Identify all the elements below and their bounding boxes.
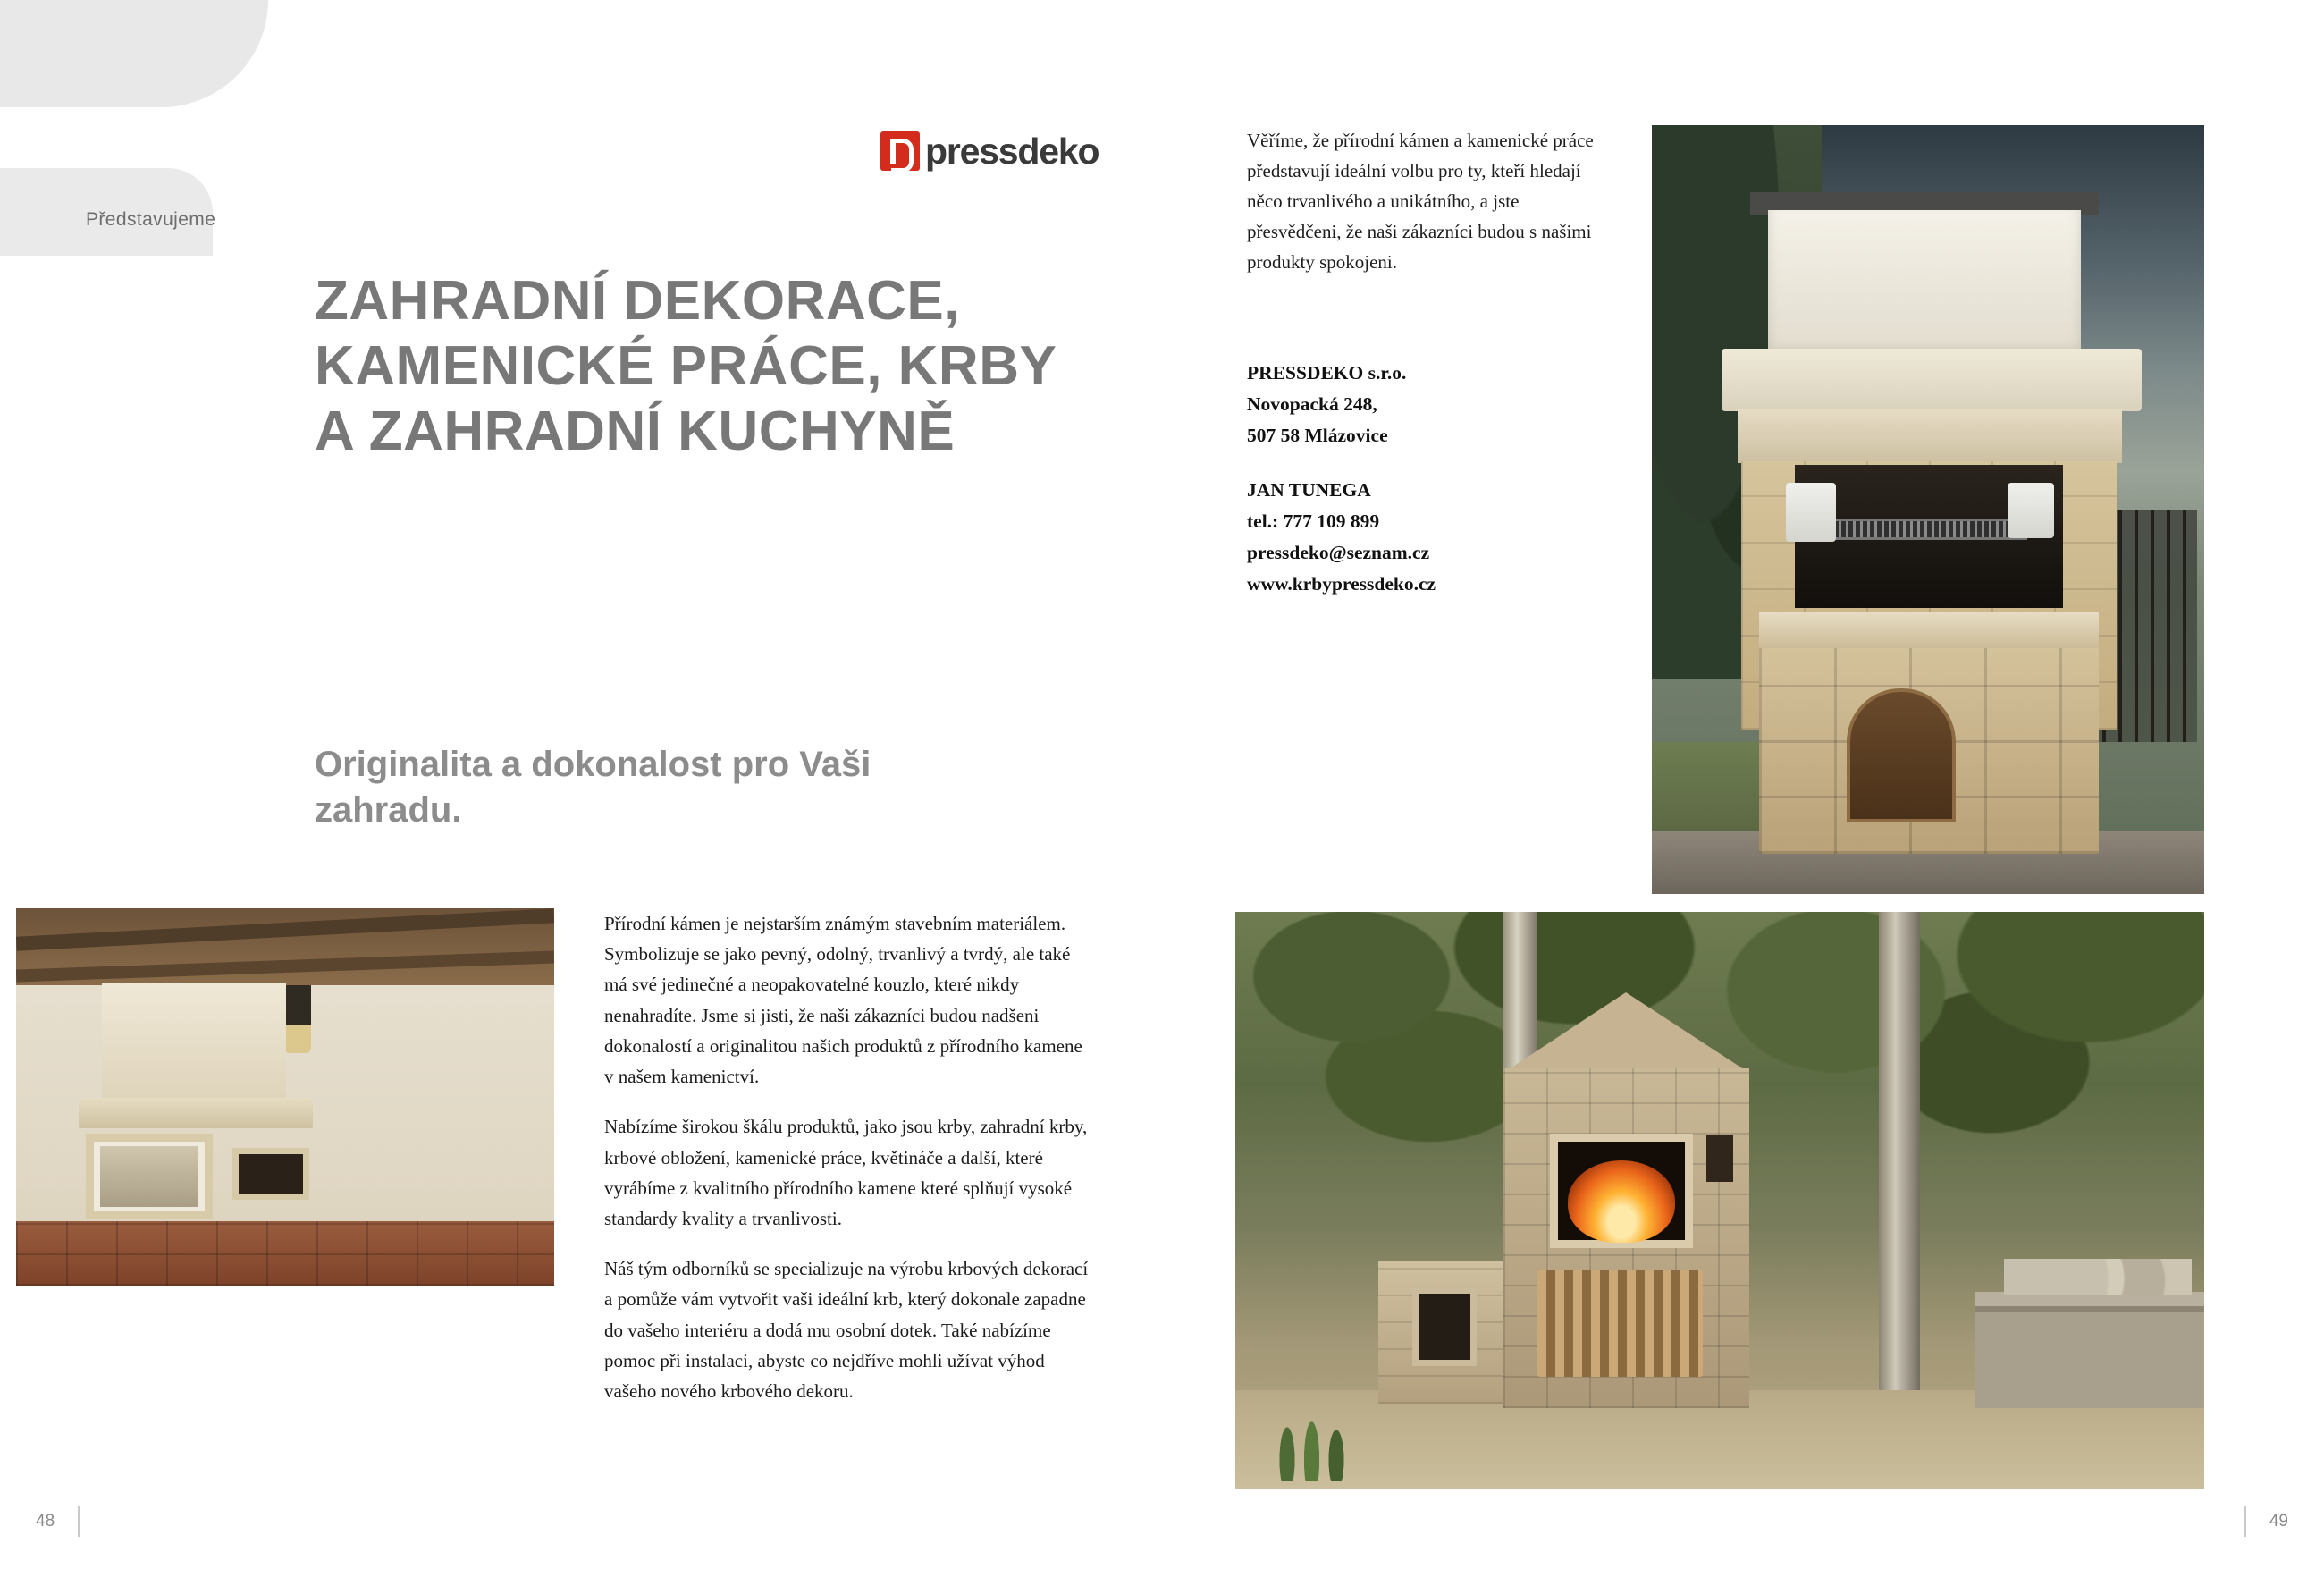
- contact-website[interactable]: www.krbypressdeko.cz: [1247, 573, 1436, 595]
- contact-city: 507 58 Mlázovice: [1247, 425, 1388, 447]
- photo-hood-cornice: [79, 1098, 313, 1128]
- photo-garden-kitchen: [1235, 912, 2204, 1489]
- footer-left: [36, 1506, 80, 1537]
- photo-gable-roof: [1503, 992, 1749, 1073]
- contact-block: [1247, 358, 1622, 600]
- body-paragraph: Nabízíme širokou škálu produktů, jako jsou krby, zahradní krby, krbové obložení, kamenické práce, květináče a další, které vyrábíme z kvalitního přírodního kamene které splňují vysoké standardy kvality a trvanlivosti.: [604, 1116, 1088, 1229]
- photo-firewood-stack: [1537, 1270, 1703, 1377]
- photo-mantel: [1738, 409, 2122, 463]
- photo-chimney-hood: [1768, 210, 2081, 358]
- photo-hearth-shelf: [1759, 612, 2099, 648]
- photo-cornice: [1722, 349, 2142, 411]
- brand-logo: [880, 130, 1099, 173]
- page-subtitle: Originalita a dokonalost pro Vaši zahradu.: [315, 745, 872, 831]
- body-text-column: [604, 908, 1091, 1406]
- footer-divider: [78, 1506, 80, 1537]
- photo-interior-kitchen: [16, 908, 554, 1286]
- page-gutter: [1162, 0, 1163, 1569]
- photo-stone-bench: [1975, 1292, 2204, 1408]
- photo-tree-trunk-right: [1879, 912, 1920, 1439]
- contact-email[interactable]: pressdeko@seznam.cz: [1247, 542, 1430, 564]
- contact-phone: tel.: 777 109 899: [1247, 510, 1380, 533]
- footer-divider: [2244, 1506, 2246, 1537]
- photo-pot-left: [1786, 483, 1836, 542]
- page-number-right: 49: [2269, 1512, 2288, 1531]
- contact-street: Novopacká 248,: [1247, 393, 1377, 416]
- body-paragraph: Náš tým odborníků se specializuje na výrobu krbových dekorací a pomůže vám vytvořit vaši ideální krb, který dokonale zapadne do vašeho interiéru a dodá mu osobní dotek. Také nabízíme pomoc při instalaci, abyste co nejdříve mohli užívat výhod vašeho nového krbového dekoru.: [604, 1258, 1089, 1403]
- contact-spacer: [1247, 451, 1622, 475]
- photo-outdoor-fireplace: [1652, 125, 2204, 894]
- page-number-left: 48: [36, 1512, 55, 1531]
- photo-pot-right: [2008, 483, 2054, 538]
- section-tab-label: Představujeme: [86, 209, 216, 230]
- photo-small-door: [1706, 1135, 1733, 1182]
- brand-logo-text: pressdeko: [925, 130, 1099, 172]
- photo-oven-opening: [232, 1148, 309, 1200]
- decorative-corner-block: [0, 0, 161, 105]
- photo-firebox-interior: [100, 1146, 198, 1207]
- photo-wooden-door: [1847, 688, 1956, 822]
- footer-right: [2244, 1506, 2288, 1537]
- photo-bench-pottery: [2004, 1259, 2192, 1295]
- intro-paragraph: Věříme, že přírodní kámen a kamenické práce představují ideální volbu pro ty, kteří hledají něco trvanlivého a unikátního, a jste přesvědčeni, že naši zákazníci budou s našimi produkty spokojeni.: [1247, 130, 1594, 274]
- pressdeko-mark-icon: [880, 131, 920, 171]
- photo-grass-plant: [1267, 1374, 1366, 1481]
- contact-company: PRESSDEKO s.r.o.: [1247, 362, 1407, 384]
- photo-tiled-floor: [16, 1221, 554, 1286]
- photo-chimney-hood: [102, 983, 286, 1105]
- photo-flame: [1568, 1160, 1675, 1243]
- contact-person: JAN TUNEGA: [1247, 479, 1371, 502]
- body-paragraph: Přírodní kámen je nejstarším známým stavebním materiálem. Symbolizuje se jako pevný, odolný, trvanlivý a tvrdý, ale také má své jedinečné a neopakovatelné kouzlo, které nikdy nenahradíte. Jsme si jisti, že naši zákazníci budou nadšeni dokonalostí a originalitou našich produktů z přírodního kamene v našem kamenictví.: [604, 913, 1082, 1088]
- photo-wall-niche: [1412, 1287, 1477, 1366]
- photo-hanging-lamp: [284, 985, 311, 1053]
- page-title: ZAHRADNÍ DEKORACE, KAMENICKÉ PRÁCE, KRBY A ZAHRADNÍ KUCHYNĚ: [315, 270, 1057, 463]
- photo-grill-grate: [1822, 519, 2027, 540]
